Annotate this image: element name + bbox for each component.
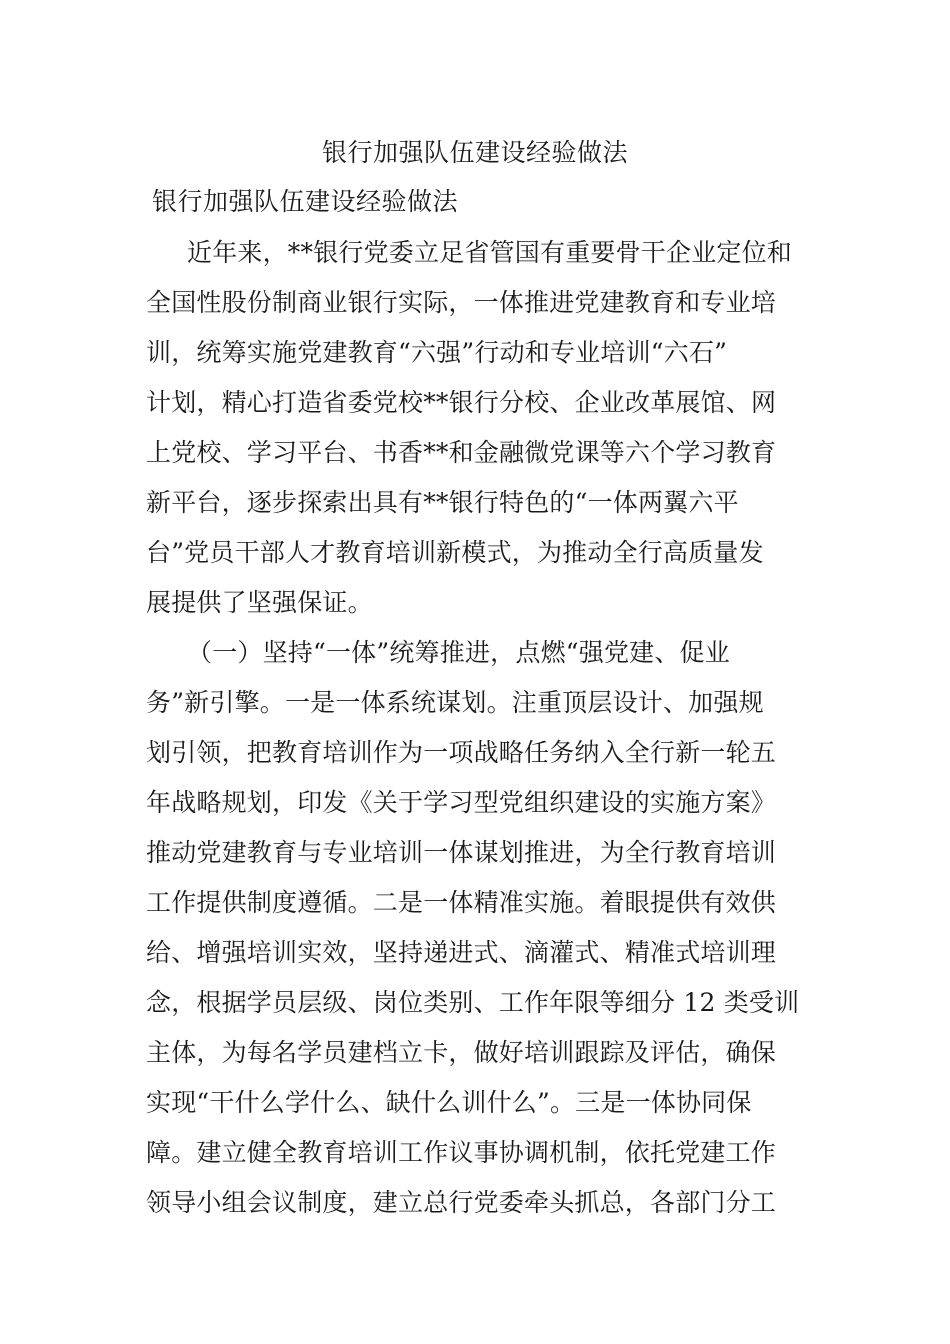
text-line: 划引领，把教育培训作为一项战略任务纳入全行新一轮五 — [146, 738, 777, 767]
text-line: 全国性股份制商业银行实际，一体推进党建教育和专业培 — [146, 288, 777, 317]
text-line: 近年来，**银行党委立足省管国有重要骨干企业定位和 — [187, 238, 793, 267]
text-line: 念，根据学员层级、岗位类别、工作年限等细分 12 类受训 — [146, 988, 800, 1017]
text-line: 领导小组会议制度，建立总行党委牵头抓总，各部门分工 — [146, 1188, 777, 1217]
document-subtitle: 银行加强队伍建设经验做法 — [152, 187, 459, 216]
text-line: 上党校、学习平台、书香**和金融微党课等六个学习教育 — [146, 438, 777, 467]
text-line: 务”新引擎。一是一体系统谋划。注重顶层设计、加强规 — [146, 688, 764, 717]
text-line: （一）坚持“一体”统筹推进，点燃“强党建、促业 — [187, 638, 730, 667]
text-line: 展提供了坚强保证。 — [146, 588, 373, 617]
text-line: 推动党建教育与专业培训一体谋划推进，为全行教育培训 — [146, 838, 777, 867]
text-line: 计划，精心打造省委党校**银行分校、企业改革展馆、网 — [146, 388, 777, 417]
document-title: 银行加强队伍建设经验做法 — [321, 138, 628, 167]
text-line: 障。建立健全教育培训工作议事协调机制，依托党建工作 — [146, 1138, 777, 1167]
text-line: 工作提供制度遵循。二是一体精准实施。着眼提供有效供 — [146, 888, 777, 917]
text-line: 实现“干什么学什么、缺什么训什么”。三是一体协同保 — [146, 1088, 752, 1117]
text-line: 给、增强培训实效，坚持递进式、滴灌式、精准式培训理 — [146, 938, 777, 967]
text-line: 年战略规划，印发《关于学习型党组织建设的实施方案》 — [146, 788, 777, 817]
text-line: 新平台，逐步探索出具有**银行特色的“一体两翼六平 — [146, 488, 739, 517]
text-line: 主体，为每名学员建档立卡，做好培训跟踪及评估，确保 — [146, 1038, 777, 1067]
text-line: 台”党员干部人才教育培训新模式，为推动全行高质量发 — [146, 538, 764, 567]
text-line: 训，统筹实施党建教育“六强”行动和专业培训“六石” — [146, 338, 728, 367]
